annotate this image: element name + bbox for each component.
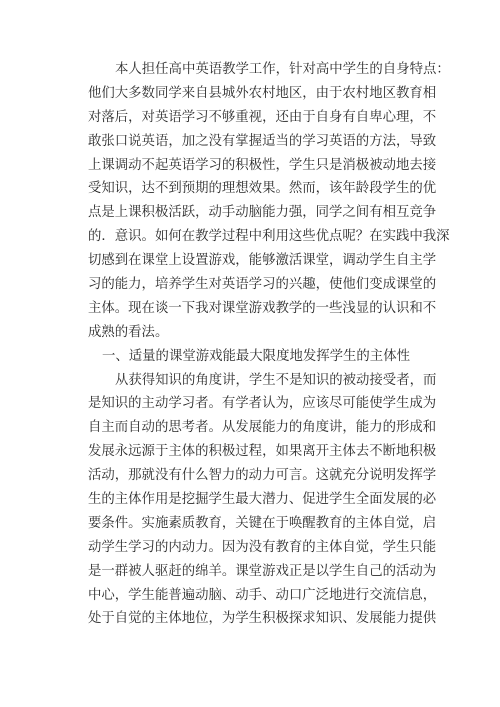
paragraph-line: 受知识，达不到预期的理想效果。然而，该年龄段学生的优 [88,181,437,197]
section-heading: 一、适量的课堂游戏能最大限度地发挥学生的主体性 [102,348,410,364]
paragraph-line: 是知识的主动学习者。有学者认为，应该尽可能使学生成为 [88,396,437,412]
paragraph-line: 活动，那就没有什么智力的动力可言。这就充分说明发挥学 [88,468,437,484]
paragraph-line: 点是上课积极活跃，动手动脑能力强，同学之间有相互竞争 [88,205,437,221]
paragraph-line: 发展永远源于主体的积极过程，如果离开主体去不断地积极 [88,444,437,460]
paragraph-line: 主体。现在谈一下我对课堂游戏教学的一些浅显的认识和不 [88,300,437,316]
paragraph-line: 成熟的看法。 [88,324,169,340]
paragraph-line: 上课调动不起英语学习的积极性，学生只是消极被动地去接 [88,157,437,173]
paragraph-line: 对落后，对英语学习不够重视，还由于自身有自卑心理，不 [88,109,437,125]
paragraph-line: 他们大多数同学来自县城外农村地区，由于农村地区教育相 [88,85,437,101]
paragraph-line: 切感到在课堂上设置游戏，能够激活课堂，调动学生自主学 [88,253,437,269]
paragraph-line: 自主而自动的思考者。从发展能力的角度讲，能力的形成和 [88,420,437,436]
paragraph-line: 敢张口说英语，加之没有掌握适当的学习英语的方法，导致 [88,133,437,149]
paragraph-line: 要条件。实施素质教育，关键在于唤醒教育的主体自觉，启 [88,515,437,531]
paragraph-line: 习的能力，培养学生对英语学习的兴趣，使他们变成课堂的 [88,277,437,293]
paragraph-line: 的．意识。如何在教学过程中利用这些优点呢？在实践中我深 [88,229,450,245]
paragraph-line: 从获得知识的角度讲，学生不是知识的被动接受者，而 [115,372,437,388]
paragraph-line: 处于自觉的主体地位，为学生积极探求知识、发展能力提供 [88,611,437,627]
paragraph-line: 生的主体作用是挖掘学生最大潜力、促进学生全面发展的必 [88,492,437,508]
paragraph-line: 动学生学习的内动力。因为没有教育的主体自觉，学生只能 [88,539,437,555]
paragraph-line: 是一群被人驱赶的绵羊。课堂游戏正是以学生自己的活动为 [88,563,437,579]
body-text [88,58,450,631]
paragraph-line: 本人担任高中英语教学工作，针对高中学生的自身特点： [115,62,450,77]
paragraph-line: 中心，学生能普遍动脑、动手、动口广泛地进行交流信息， [88,587,437,603]
